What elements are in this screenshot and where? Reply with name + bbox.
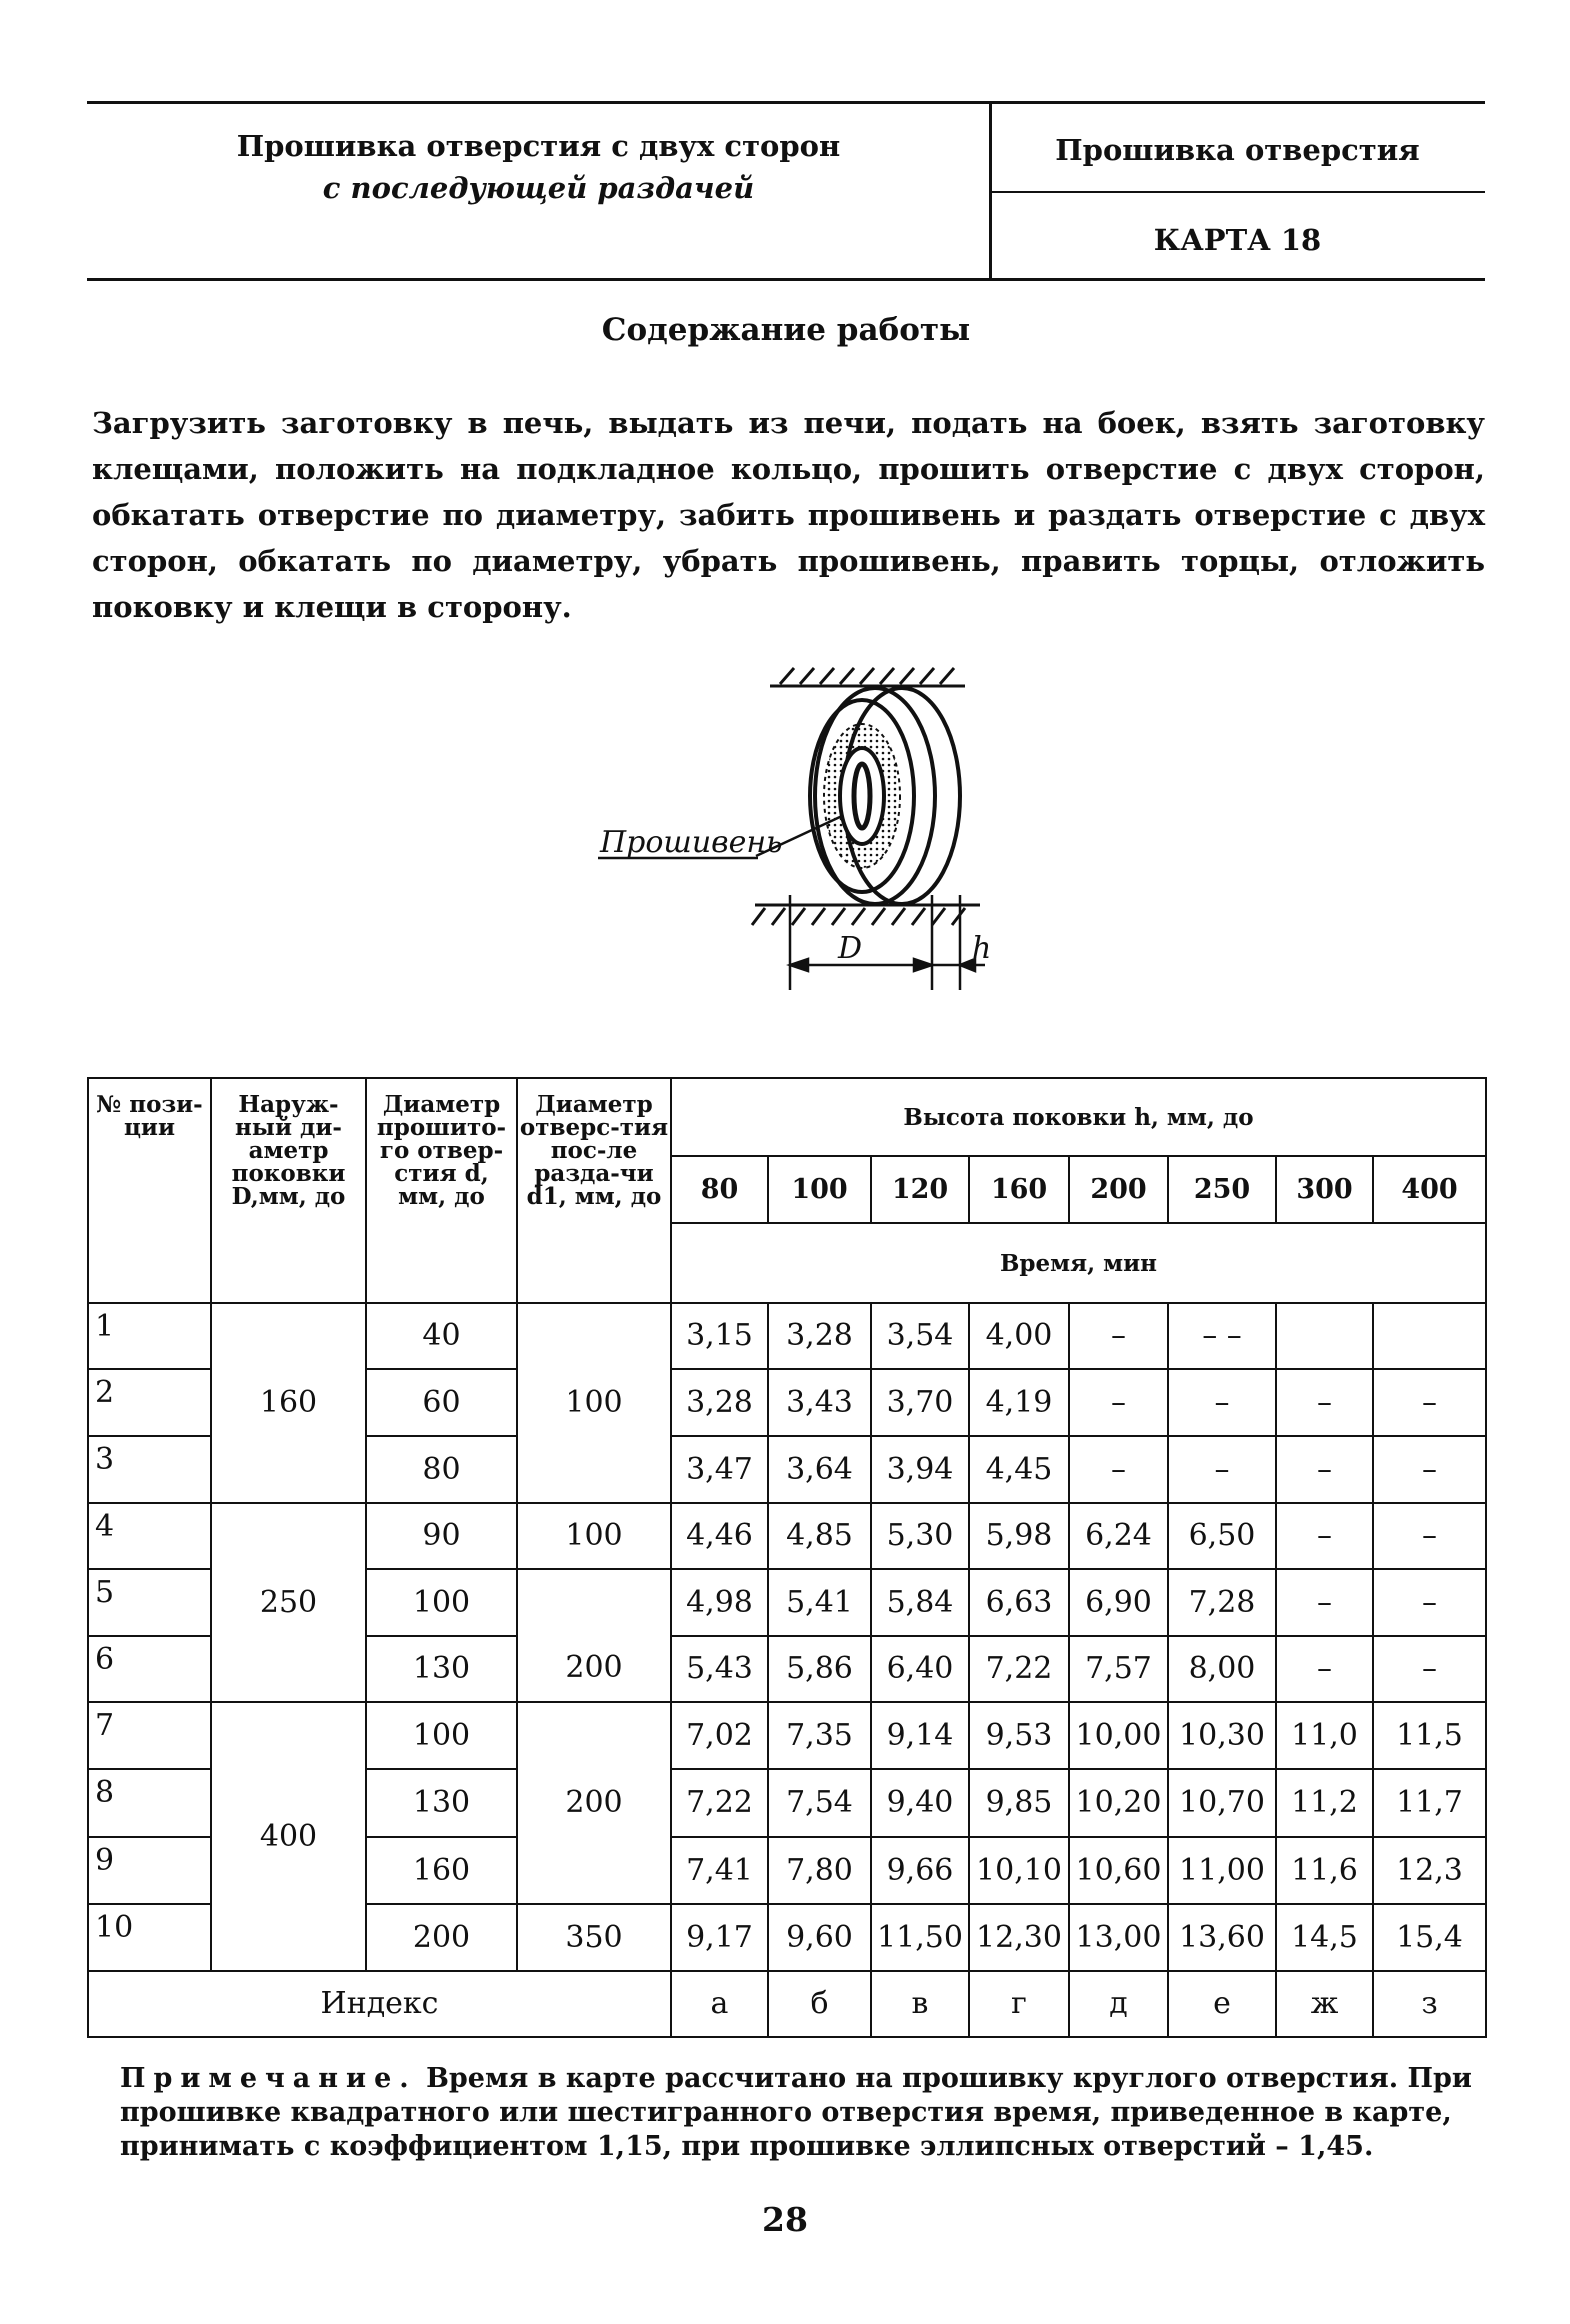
height-value: 80	[671, 1156, 768, 1223]
table-index-row	[88, 1971, 1486, 2037]
header-bottom-rule	[87, 278, 1485, 281]
index-value: ж	[1276, 1971, 1373, 2037]
time-value: 9,66	[871, 1837, 969, 1904]
height-value: 300	[1276, 1156, 1373, 1223]
time-value: 7,22	[671, 1769, 768, 1837]
time-value: –	[1373, 1636, 1486, 1702]
time-value: 6,24	[1069, 1503, 1168, 1569]
time-value: 5,86	[768, 1636, 871, 1702]
time-norms-table	[87, 1077, 1487, 2038]
time-value: 11,6	[1276, 1837, 1373, 1904]
pierce-diameter: 40	[366, 1303, 517, 1369]
time-value: 4,45	[969, 1436, 1069, 1503]
card-title-line2: с последующей раздачей	[322, 171, 755, 205]
time-value: 4,19	[969, 1369, 1069, 1436]
height-value: 160	[969, 1156, 1069, 1223]
time-value: –	[1373, 1503, 1486, 1569]
time-value: 5,98	[969, 1503, 1069, 1569]
row-position: 9	[88, 1837, 211, 1904]
row-position: 6	[88, 1636, 211, 1702]
card-number: КАРТА 18	[1153, 223, 1322, 257]
pierce-diameter: 80	[366, 1436, 517, 1503]
time-value: 7,57	[1069, 1636, 1168, 1702]
time-value: 7,22	[969, 1636, 1069, 1702]
index-value: б	[768, 1971, 871, 2037]
work-description: Загрузить заготовку в печь, выдать из печи, подать на боек, взять заготовку клещами, положить на подкладное кольцо, прошить отверстие с двух сторон, обкатать отверстие по диаметру, забить прошивень и раздать отверстие с двух сторон, обкатать по диаметру, убрать прошивень, править торцы, отложить поковку и клещи в сторону.	[92, 406, 1485, 624]
card-title-line1: Прошивка отверстия с двух сторон	[236, 129, 841, 163]
time-value: 6,63	[969, 1569, 1069, 1636]
time-value: 3,28	[768, 1303, 871, 1369]
row-position: 10	[88, 1904, 211, 1971]
row-position: 3	[88, 1436, 211, 1503]
time-value: 3,43	[768, 1369, 871, 1436]
time-value: 15,4	[1373, 1904, 1486, 1971]
time-value: 13,00	[1069, 1904, 1168, 1971]
time-value: 9,17	[671, 1904, 768, 1971]
time-value: 7,54	[768, 1769, 871, 1837]
time-value: 13,60	[1168, 1904, 1276, 1971]
outer-diameter: 250	[211, 1503, 366, 1702]
time-value: –	[1373, 1436, 1486, 1503]
time-value: 10,70	[1168, 1769, 1276, 1837]
time-value: 11,7	[1373, 1769, 1486, 1837]
piercing-diagram	[580, 660, 1020, 1000]
time-value: 4,00	[969, 1303, 1069, 1369]
time-header: Время, мин	[671, 1223, 1486, 1303]
index-value: з	[1373, 1971, 1486, 2037]
time-value: 3,54	[871, 1303, 969, 1369]
time-value	[1276, 1303, 1373, 1369]
time-value: –	[1276, 1636, 1373, 1702]
after-diameter: 200	[517, 1569, 671, 1702]
header-top-rule	[87, 101, 1485, 104]
time-value: –	[1168, 1436, 1276, 1503]
outer-diameter: 160	[211, 1303, 366, 1503]
time-value: 9,53	[969, 1702, 1069, 1769]
pierce-diameter: 60	[366, 1369, 517, 1436]
pierce-diameter: 90	[366, 1503, 517, 1569]
index-value: г	[969, 1971, 1069, 2037]
time-value: –	[1069, 1369, 1168, 1436]
time-value: 9,60	[768, 1904, 871, 1971]
row-position: 5	[88, 1569, 211, 1636]
index-value: в	[871, 1971, 969, 2037]
time-value: 5,84	[871, 1569, 969, 1636]
note-text: Время в карте рассчитано на прошивку круглого отверстия. При прошивке квадратного или шестигранного отверстия время, приведенное в карте, принимать с коэффициентом 1,15, при прошивке эллипсных отверстий – 1,45.	[120, 2063, 1472, 2162]
top-support	[770, 668, 965, 686]
time-value: –	[1276, 1569, 1373, 1636]
height-value: 120	[871, 1156, 969, 1223]
page-number: 28	[762, 2200, 808, 2239]
time-value: 12,30	[969, 1904, 1069, 1971]
height-value: 250	[1168, 1156, 1276, 1223]
time-value: 11,50	[871, 1904, 969, 1971]
col-header-pierce-diameter: Диаметр прошито-го отвер-стия d, мм, до	[366, 1078, 517, 1303]
time-value: 5,41	[768, 1569, 871, 1636]
note-lead: Примечание.	[120, 2063, 417, 2094]
time-value: 10,20	[1069, 1769, 1168, 1837]
time-value: 6,90	[1069, 1569, 1168, 1636]
time-value: 3,70	[871, 1369, 969, 1436]
time-value: –	[1373, 1369, 1486, 1436]
time-value: –	[1168, 1369, 1276, 1436]
time-value: 7,41	[671, 1837, 768, 1904]
row-position: 7	[88, 1702, 211, 1769]
time-value: 3,94	[871, 1436, 969, 1503]
time-value: 6,50	[1168, 1503, 1276, 1569]
after-diameter: 100	[517, 1303, 671, 1503]
index-value: д	[1069, 1971, 1168, 2037]
time-value: –	[1373, 1569, 1486, 1636]
time-value: –	[1276, 1369, 1373, 1436]
time-value: 9,85	[969, 1769, 1069, 1837]
col-header-after-diameter: Диаметр отверс-тия пос-ле разда-чи d1, мм, до	[517, 1078, 671, 1303]
time-value: 9,14	[871, 1702, 969, 1769]
index-value: а	[671, 1971, 768, 2037]
col-header-height: Высота поковки h, мм, до	[671, 1078, 1486, 1156]
row-position: 8	[88, 1769, 211, 1837]
time-value: 9,40	[871, 1769, 969, 1837]
time-value: 6,40	[871, 1636, 969, 1702]
after-diameter: 350	[517, 1904, 671, 1971]
row-position: 2	[88, 1369, 211, 1436]
time-value: 14,5	[1276, 1904, 1373, 1971]
time-value: – –	[1168, 1303, 1276, 1369]
index-value: е	[1168, 1971, 1276, 2037]
time-value: –	[1069, 1303, 1168, 1369]
pierce-diameter: 160	[366, 1837, 517, 1904]
time-value: 10,00	[1069, 1702, 1168, 1769]
header-right-rule	[990, 191, 1485, 193]
col-header-outer-diameter: Наруж-ный ди-аметр поковки D,мм, до	[211, 1078, 366, 1303]
time-value: –	[1276, 1436, 1373, 1503]
time-value: 7,80	[768, 1837, 871, 1904]
table-row	[88, 1303, 1486, 1369]
time-value: 12,3	[1373, 1837, 1486, 1904]
card-category: Прошивка отверстия	[1055, 133, 1420, 167]
time-value: 3,28	[671, 1369, 768, 1436]
height-value: 200	[1069, 1156, 1168, 1223]
pierce-diameter: 200	[366, 1904, 517, 1971]
after-diameter: 100	[517, 1503, 671, 1569]
time-value: 7,02	[671, 1702, 768, 1769]
time-value: 4,85	[768, 1503, 871, 1569]
table-row	[88, 1702, 1486, 1769]
bottom-support	[752, 905, 980, 925]
time-value: 8,00	[1168, 1636, 1276, 1702]
time-value: 3,47	[671, 1436, 768, 1503]
pierce-diameter: 130	[366, 1769, 517, 1837]
time-value: 3,64	[768, 1436, 871, 1503]
col-header-position: № пози-ции	[88, 1078, 211, 1303]
time-value: 3,15	[671, 1303, 768, 1369]
pierce-diameter: 100	[366, 1569, 517, 1636]
section-title: Содержание работы	[601, 312, 971, 348]
card-title	[87, 125, 990, 209]
dimension-D: D	[838, 931, 863, 966]
time-value: 5,30	[871, 1503, 969, 1569]
pierce-diameter: 100	[366, 1702, 517, 1769]
row-position: 4	[88, 1503, 211, 1569]
outer-diameter: 400	[211, 1702, 366, 1971]
time-value	[1373, 1303, 1486, 1369]
time-value: 10,10	[969, 1837, 1069, 1904]
index-label: Индекс	[88, 1971, 671, 2037]
note	[120, 2062, 1485, 2164]
height-value: 400	[1373, 1156, 1486, 1223]
dimension-lines	[790, 895, 985, 990]
table-header-row	[88, 1078, 1486, 1156]
height-value: 100	[768, 1156, 871, 1223]
after-diameter: 200	[517, 1702, 671, 1904]
time-value: 10,60	[1069, 1837, 1168, 1904]
dimension-h: h	[972, 931, 992, 966]
time-value: 11,00	[1168, 1837, 1276, 1904]
time-value: 5,43	[671, 1636, 768, 1702]
pierce-diameter: 130	[366, 1636, 517, 1702]
time-value: 7,35	[768, 1702, 871, 1769]
time-value: 4,98	[671, 1569, 768, 1636]
time-value: –	[1069, 1436, 1168, 1503]
piercer-label: Прошивень	[600, 825, 783, 860]
time-value: 11,5	[1373, 1702, 1486, 1769]
time-value: 7,28	[1168, 1569, 1276, 1636]
table-row	[88, 1503, 1486, 1569]
time-value: 11,0	[1276, 1702, 1373, 1769]
time-value: –	[1276, 1503, 1373, 1569]
time-value: 4,46	[671, 1503, 768, 1569]
row-position: 1	[88, 1303, 211, 1369]
time-value: 10,30	[1168, 1702, 1276, 1769]
time-value: 11,2	[1276, 1769, 1373, 1837]
